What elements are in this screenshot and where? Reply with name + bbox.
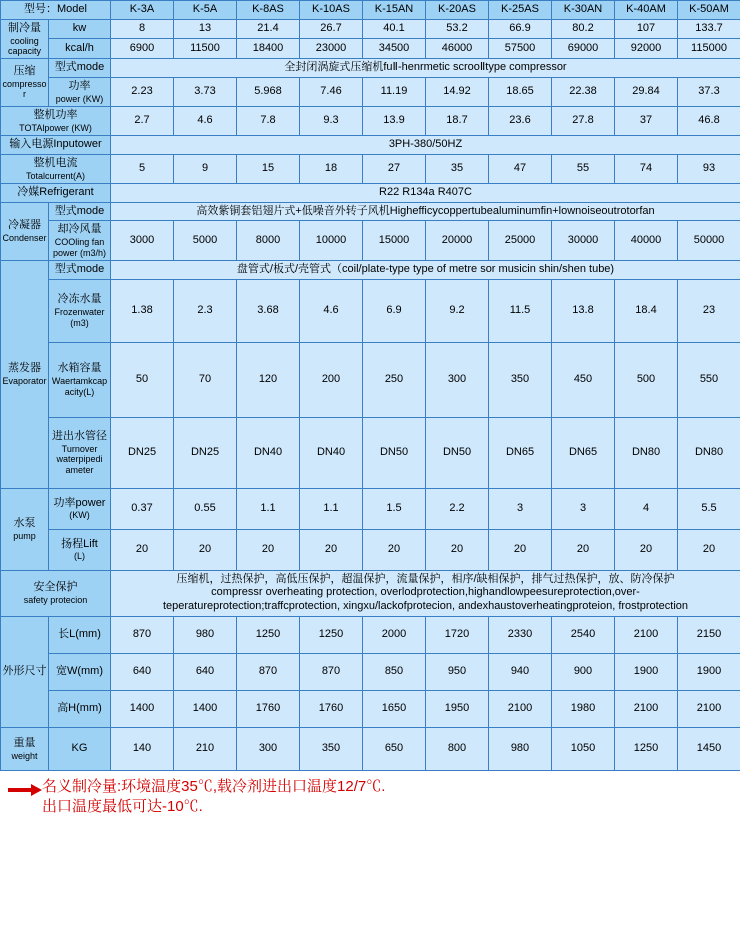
dim-width-label: 宽W(mm) (49, 653, 111, 690)
compressor-label-en: compressor (2, 79, 47, 100)
total-current-5: 27 (363, 154, 426, 183)
table-row-condenser-fan (1, 221, 740, 260)
table-row-input-power (1, 136, 740, 155)
dim-width-5: 850 (363, 653, 426, 690)
model-k5a: K-5A (174, 1, 237, 20)
weight-label-en: weight (11, 750, 38, 761)
total-current-10: 93 (678, 154, 740, 183)
model-label: 型号：Model (1, 1, 111, 20)
dim-width-10: 1900 (678, 653, 740, 690)
compressor-power-1: 2.23 (111, 77, 174, 106)
pipe-diameter-9: DN80 (615, 417, 678, 488)
cooling-kw-5: 40.1 (363, 19, 426, 39)
tank-capacity-4: 200 (300, 342, 363, 417)
total-current-label-en: Totalcurrent(A) (25, 170, 86, 181)
condenser-type-label: 型式mode (49, 202, 111, 221)
tank-capacity-10: 550 (678, 342, 740, 417)
evaporator-label-en: Evaporator (2, 375, 47, 386)
footnote-line-2: 出口温度最低可达-10℃. (42, 798, 203, 816)
pump-power-label-zh: 功率power (53, 496, 106, 509)
condenser-fan-7: 25000 (489, 221, 552, 260)
weight-5: 650 (363, 727, 426, 770)
dim-width-7: 940 (489, 653, 552, 690)
total-power-label-zh: 整机功率 (33, 109, 78, 122)
dim-length-1: 870 (111, 616, 174, 653)
frozen-water-2: 2.3 (174, 279, 237, 342)
safety-label (1, 570, 111, 616)
total-power-4: 9.3 (300, 107, 363, 136)
tank-capacity-8: 450 (552, 342, 615, 417)
cooling-kcal-1: 6900 (111, 39, 174, 59)
frozen-water-label-en: Frozenwater (m3) (54, 307, 105, 328)
cooling-kcal-8: 69000 (552, 39, 615, 59)
pipe-diameter-3: DN40 (237, 417, 300, 488)
model-k8as: K-8AS (237, 1, 300, 20)
pump-power-6: 2.2 (426, 488, 489, 529)
pipe-diameter-label (49, 417, 111, 488)
compressor-power-9: 29.84 (615, 77, 678, 106)
cooling-kcal-2: 11500 (174, 39, 237, 59)
total-power-5: 13.9 (363, 107, 426, 136)
table-row-pipe-diameter (1, 417, 740, 488)
frozen-water-4: 4.6 (300, 279, 363, 342)
model-k50am: K-50AM (678, 1, 740, 20)
compressor-label-zh: 压缩 (13, 65, 36, 78)
pipe-diameter-label-zh: 进出水管径 (52, 430, 107, 443)
dim-length-5: 2000 (363, 616, 426, 653)
total-current-2: 9 (174, 154, 237, 183)
frozen-water-5: 6.9 (363, 279, 426, 342)
cooling-unit-kcal: kcal/h (49, 39, 111, 59)
total-current-label-zh: 整机电流 (33, 156, 78, 169)
dim-height-8: 1980 (552, 690, 615, 727)
total-current-1: 5 (111, 154, 174, 183)
model-k20as: K-20AS (426, 1, 489, 20)
total-current-label (1, 154, 111, 183)
compressor-power-label (49, 77, 111, 106)
table-row-tank-capacity (1, 342, 740, 417)
condenser-fan-3: 8000 (237, 221, 300, 260)
cooling-kw-3: 21.4 (237, 19, 300, 39)
dim-height-1: 1400 (111, 690, 174, 727)
frozen-water-1: 1.38 (111, 279, 174, 342)
cooling-kcal-4: 23000 (300, 39, 363, 59)
total-power-1: 2.7 (111, 107, 174, 136)
pump-label-zh: 水泵 (13, 517, 36, 530)
pipe-diameter-8: DN65 (552, 417, 615, 488)
cooling-kcal-10: 115000 (678, 39, 740, 59)
cooling-kcal-3: 18400 (237, 39, 300, 59)
pump-power-8: 3 (552, 488, 615, 529)
pipe-diameter-10: DN80 (678, 417, 740, 488)
dim-height-10: 2100 (678, 690, 740, 727)
total-current-4: 18 (300, 154, 363, 183)
cooling-kw-7: 66.9 (489, 19, 552, 39)
tank-capacity-2: 70 (174, 342, 237, 417)
dim-width-8: 900 (552, 653, 615, 690)
total-current-8: 55 (552, 154, 615, 183)
weight-2: 210 (174, 727, 237, 770)
dim-width-9: 1900 (615, 653, 678, 690)
pump-power-4: 1.1 (300, 488, 363, 529)
frozen-water-3: 3.68 (237, 279, 300, 342)
pump-power-10: 5.5 (678, 488, 740, 529)
frozen-water-label (49, 279, 111, 342)
table-row-pump-power (1, 488, 740, 529)
table-row-frozen-water (1, 279, 740, 342)
frozen-water-9: 18.4 (615, 279, 678, 342)
total-power-label (1, 107, 111, 136)
total-current-3: 15 (237, 154, 300, 183)
compressor-label (1, 59, 49, 107)
table-row-cooling-kw (1, 19, 740, 39)
total-power-9: 37 (615, 107, 678, 136)
dim-height-2: 1400 (174, 690, 237, 727)
condenser-label (1, 202, 49, 260)
compressor-type-label: 型式mode (49, 59, 111, 78)
pump-lift-6: 20 (426, 529, 489, 570)
compressor-type-value: 全封闭涡旋式压缩机fuⅡ-henrmetic scrooⅡtype compressor (111, 59, 740, 78)
condenser-fan-2: 5000 (174, 221, 237, 260)
dim-height-5: 1650 (363, 690, 426, 727)
pipe-diameter-4: DN40 (300, 417, 363, 488)
dim-height-9: 2100 (615, 690, 678, 727)
condenser-type-value: 高效紫铜套铝翅片式+低噪音外转子风机Highefficycoppertubealuminumfin+lownoiseoutrotorfan (111, 202, 740, 221)
pipe-diameter-1: DN25 (111, 417, 174, 488)
table-row-compressor-power (1, 77, 740, 106)
condenser-fan-4: 10000 (300, 221, 363, 260)
pump-lift-label-zh: 扬程Lift (61, 537, 98, 550)
pump-lift-9: 20 (615, 529, 678, 570)
cooling-kw-6: 53.2 (426, 19, 489, 39)
total-power-2: 4.6 (174, 107, 237, 136)
compressor-power-10: 37.3 (678, 77, 740, 106)
cooling-capacity-label-en: cooling capacity (7, 35, 42, 56)
dim-length-9: 2100 (615, 616, 678, 653)
pump-power-2: 0.55 (174, 488, 237, 529)
model-k3a: K-3A (111, 1, 174, 20)
input-power-value: 3PH-380/50HZ (111, 136, 740, 155)
table-row-dim-width (1, 653, 740, 690)
compressor-power-3: 5.968 (237, 77, 300, 106)
table-row-dim-length (1, 616, 740, 653)
safety-value (111, 570, 740, 616)
cooling-kcal-9: 92000 (615, 39, 678, 59)
dim-height-3: 1760 (237, 690, 300, 727)
weight-1: 140 (111, 727, 174, 770)
total-power-3: 7.8 (237, 107, 300, 136)
model-k40am: K-40AM (615, 1, 678, 20)
table-row-refrigerant (1, 183, 740, 202)
frozen-water-7: 11.5 (489, 279, 552, 342)
weight-3: 300 (237, 727, 300, 770)
condenser-label-zh: 冷凝器 (8, 219, 41, 232)
condenser-fan-6: 20000 (426, 221, 489, 260)
evaporator-type-label: 型式mode (49, 260, 111, 279)
pump-lift-2: 20 (174, 529, 237, 570)
refrigerant-label: 冷媒Refrigerant (1, 183, 111, 202)
tank-capacity-1: 50 (111, 342, 174, 417)
weight-unit: KG (49, 727, 111, 770)
weight-10: 1450 (678, 727, 740, 770)
footnote-line-1: 名义制冷量:环境温度35℃,载冷剂进出口温度12/7℃. (42, 777, 386, 795)
pump-lift-10: 20 (678, 529, 740, 570)
table-row-total-power (1, 107, 740, 136)
cooling-kw-10: 133.7 (678, 19, 740, 39)
dim-width-1: 640 (111, 653, 174, 690)
table-row-weight (1, 727, 740, 770)
tank-capacity-6: 300 (426, 342, 489, 417)
compressor-power-8: 22.38 (552, 77, 615, 106)
table-row-evaporator-type (1, 260, 740, 279)
pump-lift-7: 20 (489, 529, 552, 570)
total-current-6: 35 (426, 154, 489, 183)
model-k25as: K-25AS (489, 1, 552, 20)
table-row-compressor-type (1, 59, 740, 78)
model-k10as: K-10AS (300, 1, 363, 20)
compressor-power-6: 14.92 (426, 77, 489, 106)
dim-width-3: 870 (237, 653, 300, 690)
condenser-fan-5: 15000 (363, 221, 426, 260)
pump-lift-1: 20 (111, 529, 174, 570)
cooling-kcal-5: 34500 (363, 39, 426, 59)
total-current-9: 74 (615, 154, 678, 183)
model-k15an: K-15AN (363, 1, 426, 20)
compressor-power-5: 11.19 (363, 77, 426, 106)
dim-length-7: 2330 (489, 616, 552, 653)
total-power-7: 23.6 (489, 107, 552, 136)
cooling-capacity-label (1, 19, 49, 58)
weight-7: 980 (489, 727, 552, 770)
safety-label-en: safety protecion (23, 594, 88, 605)
condenser-fan-label-zh: 却冷风量 (57, 223, 102, 236)
dim-length-8: 2540 (552, 616, 615, 653)
evaporator-type-value: 盘管式/板式/壳管式（coil/plate-type type of metre sor musicin shin/shen tube) (111, 260, 740, 279)
pump-power-9: 4 (615, 488, 678, 529)
table-row-model (1, 1, 740, 20)
frozen-water-10: 23 (678, 279, 740, 342)
pipe-diameter-6: DN50 (426, 417, 489, 488)
table-row-condenser-type (1, 202, 740, 221)
pipe-diameter-5: DN50 (363, 417, 426, 488)
safety-label-zh: 安全保护 (33, 581, 78, 594)
pipe-diameter-2: DN25 (174, 417, 237, 488)
pump-lift-3: 20 (237, 529, 300, 570)
condenser-fan-label (49, 221, 111, 260)
total-power-8: 27.8 (552, 107, 615, 136)
dim-width-6: 950 (426, 653, 489, 690)
pipe-diameter-label-en: Turnover waterpipedi ameter (56, 444, 103, 475)
arrow-icon (8, 783, 42, 797)
tank-capacity-9: 500 (615, 342, 678, 417)
pump-power-5: 1.5 (363, 488, 426, 529)
footnote-section (0, 771, 740, 818)
pump-power-1: 0.37 (111, 488, 174, 529)
table-row-total-current (1, 154, 740, 183)
compressor-power-label-en: power (KW) (55, 93, 104, 104)
frozen-water-8: 13.8 (552, 279, 615, 342)
table-row-dim-height (1, 690, 740, 727)
condenser-fan-1: 3000 (111, 221, 174, 260)
total-power-6: 18.7 (426, 107, 489, 136)
pump-lift-label-en: (L) (74, 551, 85, 562)
cooling-kw-9: 107 (615, 19, 678, 39)
frozen-water-6: 9.2 (426, 279, 489, 342)
cooling-kw-2: 13 (174, 19, 237, 39)
compressor-power-label-zh: 功率 (68, 79, 91, 92)
cooling-kw-1: 8 (111, 19, 174, 39)
weight-6: 800 (426, 727, 489, 770)
tank-capacity-label-zh: 水箱容量 (57, 362, 102, 375)
cooling-capacity-label-zh: 制冷量 (8, 21, 41, 34)
dim-length-4: 1250 (300, 616, 363, 653)
evaporator-label-zh: 蒸发器 (8, 362, 41, 375)
condenser-fan-8: 30000 (552, 221, 615, 260)
pump-lift-label (49, 529, 111, 570)
dim-length-3: 1250 (237, 616, 300, 653)
total-power-10: 46.8 (678, 107, 740, 136)
weight-8: 1050 (552, 727, 615, 770)
evaporator-label (1, 260, 49, 488)
pipe-diameter-7: DN65 (489, 417, 552, 488)
tank-capacity-5: 250 (363, 342, 426, 417)
cooling-kw-4: 26.7 (300, 19, 363, 39)
dim-height-label: 高H(mm) (49, 690, 111, 727)
dim-length-label: 长L(mm) (49, 616, 111, 653)
compressor-power-2: 3.73 (174, 77, 237, 106)
cooling-unit-kw: kw (49, 19, 111, 39)
dim-height-6: 1950 (426, 690, 489, 727)
pump-lift-5: 20 (363, 529, 426, 570)
condenser-fan-label-en: COOling fan power (m3/h) (52, 237, 106, 258)
model-k30an: K-30AN (552, 1, 615, 20)
compressor-power-7: 18.65 (489, 77, 552, 106)
table-row-cooling-kcal (1, 39, 740, 59)
input-power-label: 输入电源Inputower (1, 136, 111, 155)
weight-label (1, 727, 49, 770)
total-power-label-en: TOTAlpower (KW) (19, 122, 92, 133)
weight-4: 350 (300, 727, 363, 770)
cooling-kcal-7: 57500 (489, 39, 552, 59)
dimensions-label: 外形尺寸 (1, 616, 49, 727)
dim-height-7: 2100 (489, 690, 552, 727)
table-row-safety (1, 570, 740, 616)
pump-label-en: pump (13, 530, 36, 541)
total-current-7: 47 (489, 154, 552, 183)
tank-capacity-label-en: Waertamkcapacity(L) (51, 376, 108, 397)
weight-9: 1250 (615, 727, 678, 770)
dim-height-4: 1760 (300, 690, 363, 727)
pump-power-label (49, 488, 111, 529)
condenser-fan-9: 40000 (615, 221, 678, 260)
pump-power-label-en: (KW) (69, 510, 90, 521)
pump-lift-8: 20 (552, 529, 615, 570)
tank-capacity-7: 350 (489, 342, 552, 417)
tank-capacity-3: 120 (237, 342, 300, 417)
cooling-kw-8: 80.2 (552, 19, 615, 39)
cooling-kcal-6: 46000 (426, 39, 489, 59)
table-row-pump-lift (1, 529, 740, 570)
safety-line-3: teperatureprotection;traffcprotection, xingxu/lackofprotecion, andexhaustoverheatingproteion, frostprotection (162, 600, 689, 613)
tank-capacity-label (49, 342, 111, 417)
dim-width-4: 870 (300, 653, 363, 690)
compressor-power-4: 7.46 (300, 77, 363, 106)
weight-label-zh: 重量 (13, 736, 36, 749)
pump-lift-4: 20 (300, 529, 363, 570)
refrigerant-value: R22 R134a R407C (111, 183, 740, 202)
condenser-label-en: Condenser (2, 233, 47, 244)
pump-power-3: 1.1 (237, 488, 300, 529)
dim-length-2: 980 (174, 616, 237, 653)
dim-width-2: 640 (174, 653, 237, 690)
dim-length-10: 2150 (678, 616, 740, 653)
pump-power-7: 3 (489, 488, 552, 529)
frozen-water-label-zh: 冷冻水量 (57, 293, 102, 306)
safety-line-1: 压缩机，过热保护，高低压保护，超温保护，流量保护，相序/缺相保护，排气过热保护，放、防冷保护 (176, 572, 675, 585)
condenser-fan-10: 50000 (678, 221, 740, 260)
pump-label (1, 488, 49, 570)
safety-line-2: compressr overheating protection, overlodprotection,highandlowpeesureprotection,over- (211, 586, 640, 599)
dim-length-6: 1720 (426, 616, 489, 653)
footnote-text (42, 777, 385, 818)
